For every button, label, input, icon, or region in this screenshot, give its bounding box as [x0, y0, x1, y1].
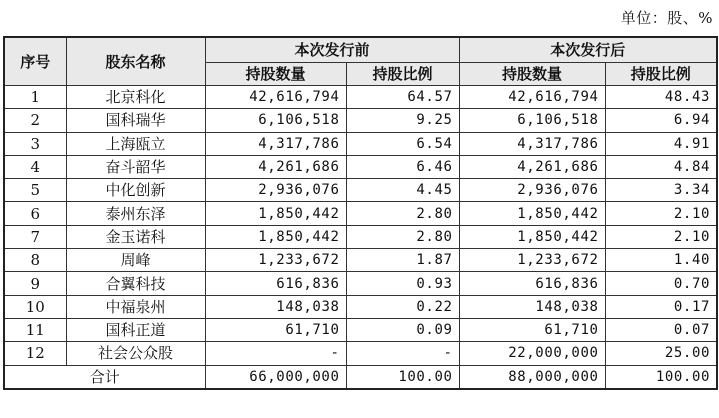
shareholding-table: [3, 36, 718, 390]
row-seq: 12: [4, 342, 66, 365]
row-before-ratio: 2.80: [346, 225, 459, 248]
row-after-ratio: 2.10: [605, 202, 717, 225]
row-after-shares: 42,616,794: [459, 86, 605, 109]
row-after-shares: 1,850,442: [459, 225, 605, 248]
header-before-ratio: 持股比例: [346, 63, 459, 86]
table-row: [4, 318, 717, 341]
total-before-shares: 66,000,000: [205, 365, 346, 389]
row-before-ratio: -: [346, 342, 459, 365]
row-before-shares: 616,836: [205, 272, 346, 295]
table-row: [4, 109, 717, 132]
row-seq: 3: [4, 132, 66, 155]
row-after-ratio: 2.10: [605, 225, 717, 248]
total-after-shares: 88,000,000: [459, 365, 605, 389]
row-after-ratio: 25.00: [605, 342, 717, 365]
total-after-ratio: 100.00: [605, 365, 717, 389]
row-after-shares: 2,936,076: [459, 179, 605, 202]
table-row: [4, 86, 717, 109]
row-before-ratio: 0.93: [346, 272, 459, 295]
row-before-ratio: 1.87: [346, 249, 459, 272]
table-header: [4, 37, 717, 86]
row-shareholder-name: 泰州东泽: [66, 202, 205, 225]
row-before-ratio: 0.22: [346, 295, 459, 318]
row-before-ratio: 9.25: [346, 109, 459, 132]
header-after-shares: 持股数量: [459, 63, 605, 86]
row-before-shares: 6,106,518: [205, 109, 346, 132]
row-shareholder-name: 中化创新: [66, 179, 205, 202]
row-shareholder-name: 北京科化: [66, 86, 205, 109]
row-after-shares: 4,317,786: [459, 132, 605, 155]
table-row: [4, 272, 717, 295]
table-body: [4, 86, 717, 366]
row-seq: 4: [4, 155, 66, 178]
row-after-ratio: 4.91: [605, 132, 717, 155]
row-seq: 11: [4, 318, 66, 341]
row-after-shares: 61,710: [459, 318, 605, 341]
row-shareholder-name: 周峰: [66, 249, 205, 272]
row-before-shares: 1,850,442: [205, 225, 346, 248]
total-label: 合计: [4, 365, 205, 389]
header-after-ratio: 持股比例: [605, 63, 717, 86]
header-after: 本次发行后: [459, 37, 717, 63]
table-row: [4, 155, 717, 178]
row-seq: 7: [4, 225, 66, 248]
row-shareholder-name: 金玉诺科: [66, 225, 205, 248]
row-before-ratio: 4.45: [346, 179, 459, 202]
row-after-ratio: 48.43: [605, 86, 717, 109]
row-after-ratio: 3.34: [605, 179, 717, 202]
total-before-ratio: 100.00: [346, 365, 459, 389]
row-before-shares: 61,710: [205, 318, 346, 341]
row-after-ratio: 4.84: [605, 155, 717, 178]
row-before-ratio: 64.57: [346, 86, 459, 109]
row-after-shares: 1,233,672: [459, 249, 605, 272]
unit-label: 单位：股、%: [620, 9, 713, 27]
row-before-ratio: 0.09: [346, 318, 459, 341]
row-before-ratio: 6.54: [346, 132, 459, 155]
row-after-ratio: 1.40: [605, 249, 717, 272]
row-shareholder-name: 社会公众股: [66, 342, 205, 365]
row-shareholder-name: 上海瓯立: [66, 132, 205, 155]
row-after-shares: 6,106,518: [459, 109, 605, 132]
row-before-shares: 42,616,794: [205, 86, 346, 109]
row-seq: 2: [4, 109, 66, 132]
row-after-shares: 22,000,000: [459, 342, 605, 365]
row-before-shares: -: [205, 342, 346, 365]
row-before-shares: 1,233,672: [205, 249, 346, 272]
table-row: [4, 249, 717, 272]
row-after-ratio: 0.07: [605, 318, 717, 341]
header-name: 股东名称: [66, 37, 205, 86]
row-seq: 8: [4, 249, 66, 272]
row-shareholder-name: 国科瑞华: [66, 109, 205, 132]
row-shareholder-name: 合翼科技: [66, 272, 205, 295]
row-before-ratio: 2.80: [346, 202, 459, 225]
table-footer: [4, 365, 717, 389]
header-seq: 序号: [4, 37, 66, 86]
row-before-shares: 1,850,442: [205, 202, 346, 225]
row-after-shares: 4,261,686: [459, 155, 605, 178]
total-row: [4, 365, 717, 389]
table-row: [4, 132, 717, 155]
row-after-shares: 148,038: [459, 295, 605, 318]
row-before-shares: 148,038: [205, 295, 346, 318]
row-before-shares: 4,261,686: [205, 155, 346, 178]
row-before-shares: 2,936,076: [205, 179, 346, 202]
row-after-shares: 1,850,442: [459, 202, 605, 225]
header-before: 本次发行前: [205, 37, 459, 63]
table-row: [4, 295, 717, 318]
row-seq: 1: [4, 86, 66, 109]
table-row: [4, 202, 717, 225]
row-before-ratio: 6.46: [346, 155, 459, 178]
row-after-shares: 616,836: [459, 272, 605, 295]
row-seq: 9: [4, 272, 66, 295]
row-seq: 10: [4, 295, 66, 318]
row-after-ratio: 6.94: [605, 109, 717, 132]
row-shareholder-name: 中福泉州: [66, 295, 205, 318]
row-after-ratio: 0.70: [605, 272, 717, 295]
row-shareholder-name: 国科正道: [66, 318, 205, 341]
row-before-shares: 4,317,786: [205, 132, 346, 155]
row-shareholder-name: 奋斗韶华: [66, 155, 205, 178]
row-seq: 5: [4, 179, 66, 202]
table-row: [4, 179, 717, 202]
header-before-shares: 持股数量: [205, 63, 346, 86]
row-after-ratio: 0.17: [605, 295, 717, 318]
table-row: [4, 342, 717, 365]
table-row: [4, 225, 717, 248]
row-seq: 6: [4, 202, 66, 225]
